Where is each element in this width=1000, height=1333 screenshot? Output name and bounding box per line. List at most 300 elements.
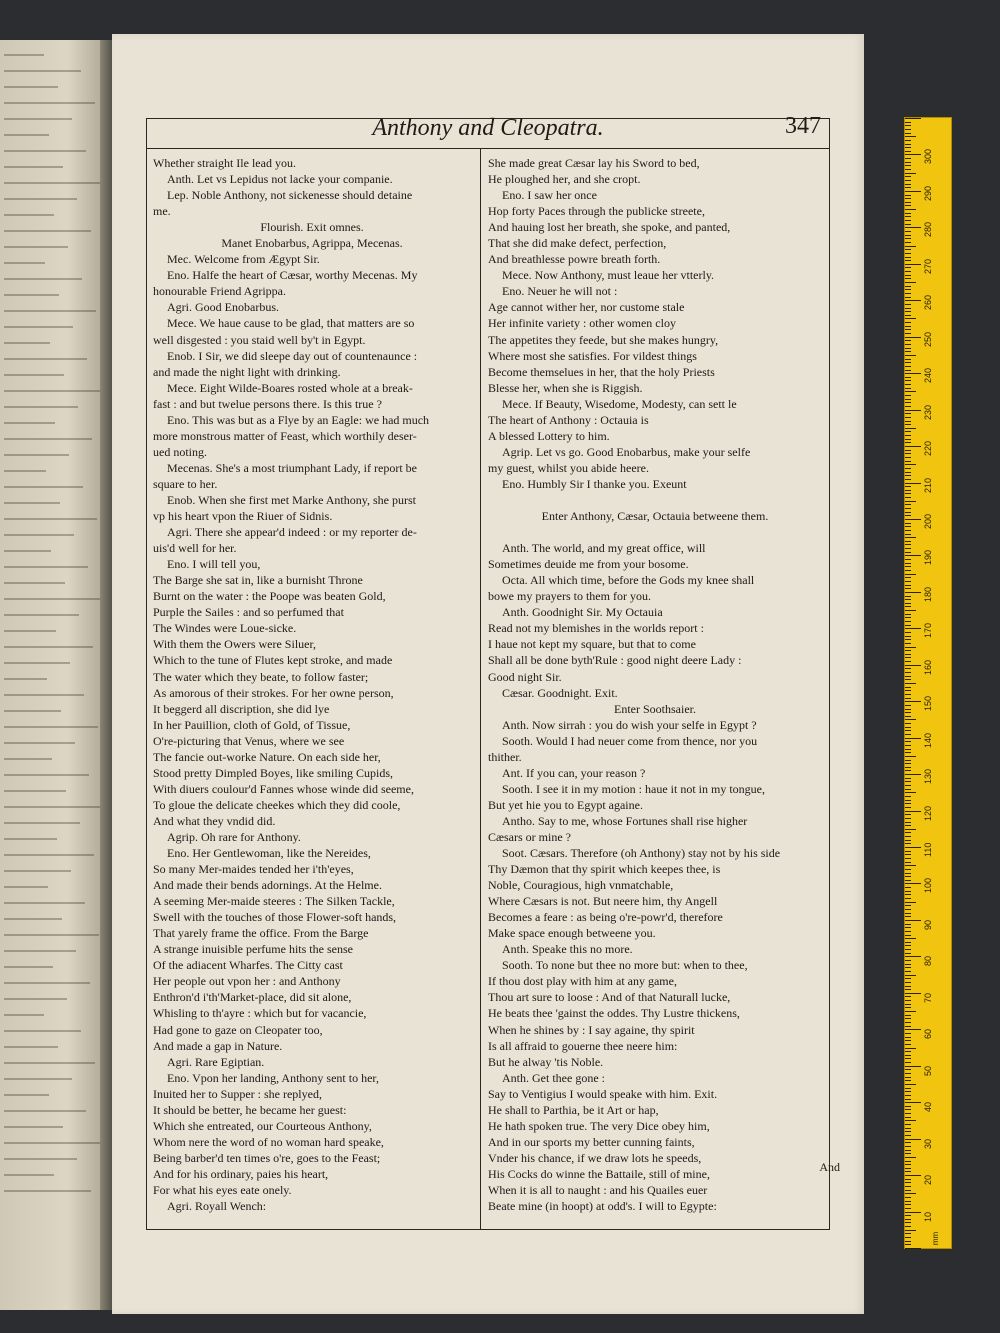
facing-page-text-line [4,470,46,472]
ruler-label: 240 [923,368,933,384]
text-line: Hop forty Paces through the publicke streete, [488,204,705,219]
facing-page-text-line [4,1190,91,1192]
ruler-tick [905,191,921,192]
ruler-tick [905,625,911,626]
text-line: Had gone to gaze on Cleopater too, [153,1022,323,1037]
ruler-tick [905,504,911,505]
ruler-tick [905,446,921,447]
ruler-tick [905,931,911,932]
text-line: Antho. Say to me, whose Fortunes shall rise higher [502,813,748,828]
facing-page-text-line [4,598,102,600]
ruler-tick [905,1004,911,1005]
ruler-tick [905,920,921,921]
text-line: Good night Sir. [488,669,562,684]
ruler-tick [905,195,911,196]
ruler-tick [905,996,911,997]
ruler-tick [905,698,911,699]
left-column [153,155,471,1214]
ruler-tick [905,198,911,199]
text-line: Mece. If Beauty, Wisedome, Modesty, can sett le [502,396,737,411]
facing-page-text-line [4,1094,49,1096]
ruler-tick [905,1139,921,1140]
ruler-tick [905,384,911,385]
ruler-tick [905,960,911,961]
ruler-tick [905,1022,911,1023]
ruler-tick [905,337,921,338]
text-line: Eno. Vpon her landing, Anthony sent to her, [167,1070,379,1085]
text-line: Agri. Royall Wench: [167,1199,267,1214]
text-line: And for his ordinary, paies his heart, [153,1166,329,1181]
ruler-tick [905,614,911,615]
ruler-label: 50 [923,1065,933,1076]
ruler-tick [905,858,911,859]
ruler-tick [905,924,911,925]
ruler-tick [905,654,911,655]
column-divider [480,149,481,1229]
ruler-label: 230 [923,404,933,420]
text-line: His Cocks do winne the Battaile, still of mine, [488,1166,710,1181]
text-line: more monstrous matter of Feast, which worthily deser- [153,428,417,443]
ruler-tick [905,461,911,462]
facing-page-text-line [4,838,57,840]
facing-page-text-line [4,422,55,424]
ruler-tick [905,1161,911,1162]
ruler-tick [905,840,911,841]
ruler-tick [905,308,911,309]
text-line: Enthron'd i'th'Market-place, did sit alone, [153,990,352,1005]
ruler-tick [905,665,921,666]
ruler-tick [905,515,911,516]
ruler-tick [905,891,911,892]
ruler-tick [905,1150,911,1151]
ruler-tick [905,118,921,119]
facing-page-text-line [4,982,90,984]
facing-page-text-line [4,150,86,152]
text-line: Sooth. To none but thee no more but: when to thee, [502,958,748,973]
facing-page-text-line [4,1126,63,1128]
facing-page-text-line [4,854,94,856]
ruler-tick [905,1062,911,1063]
text-line: And made their bends adornings. At the Helme. [153,878,382,893]
text-line: Cæsar. Goodnight. Exit. [502,685,618,700]
ruler-tick [905,636,911,637]
text-line: The appetites they feede, but she makes hungry, [488,332,719,347]
ruler-label: 40 [923,1102,933,1113]
text-line: Anth. Now sirrah : you do wish your selfe in Egypt ? [502,717,757,732]
text-line: The heart of Anthony : Octauia is [488,412,649,427]
ruler-tick [905,391,916,392]
ruler-tick [905,610,916,611]
ruler-tick [905,231,911,232]
ruler-tick [905,380,911,381]
facing-page-text-line [4,86,58,88]
ruler-tick [905,749,911,750]
ruler-tick [905,778,911,779]
ruler-tick [905,209,916,210]
ruler-tick [905,639,911,640]
text-line: Mece. We haue cause to be glad, that matters are so [167,316,415,331]
ruler-label: 60 [923,1029,933,1040]
ruler-tick [905,1179,911,1180]
ruler-tick [905,730,911,731]
ruler-tick [905,975,916,976]
ruler-tick [905,647,916,648]
ruler-tick [905,366,911,367]
ruler-tick [905,457,911,458]
ruler-tick [905,1018,911,1019]
ruler-tick [905,905,911,906]
text-line: With diuers coulour'd Fannes whose winde did seeme, [153,781,414,796]
ruler-tick [905,913,911,914]
text-line: And made a gap in Nature. [153,1038,283,1053]
ruler-tick [905,873,911,874]
ruler-tick [905,825,911,826]
ruler-tick [905,1215,911,1216]
text-line: Swell with the touches of those Flower-soft hands, [153,910,397,925]
ruler-tick [905,246,916,247]
text-line: I haue not kept my square, but that to come [488,637,696,652]
ruler-tick [905,1175,921,1176]
facing-page-text-line [4,918,62,920]
ruler-tick [905,756,916,757]
text-line: Sooth. Would I had neuer come from thence, nor you [502,733,758,748]
ruler-tick [905,596,911,597]
ruler-tick [905,1109,911,1110]
text-line: She made great Cæsar lay his Sword to bed, [488,156,700,170]
ruler-tick [905,752,911,753]
ruler-tick [905,1241,911,1242]
text-line: Burnt on the water : the Poope was beaten Gold, [153,589,386,604]
ruler-tick [905,552,911,553]
ruler-tick [905,129,911,130]
ruler-tick [905,238,911,239]
facing-page-text-line [4,998,67,1000]
text-line: The fancie out-worke Nature. On each side her, [153,749,381,764]
ruler-tick [905,577,911,578]
ruler-tick [905,760,911,761]
text-line: ued noting. [153,444,207,459]
ruler-tick [905,1186,911,1187]
ruler-tick [905,475,911,476]
text-line: Whisling to th'ayre : which but for vacancie, [153,1006,367,1021]
ruler-tick [905,442,911,443]
ruler-tick [905,136,916,137]
text-line [488,524,822,540]
ruler-tick [905,967,911,968]
text-line: He beats thee 'gainst the oddes. Thy Lustre thickens, [488,1006,740,1021]
ruler-tick [905,1026,911,1027]
facing-page-text-line [4,566,88,568]
ruler-tick [905,690,911,691]
ruler-label: 120 [923,805,933,821]
ruler-tick [905,916,911,917]
ruler-tick [905,1212,921,1213]
text-line: He hath spoken true. The very Dice obey him, [488,1118,710,1133]
ruler-tick [905,956,921,957]
ruler-label: 80 [923,956,933,967]
ruler-tick [905,402,911,403]
ruler-tick [905,716,911,717]
facing-page-text-line [4,214,54,216]
facing-page-text-line [4,950,76,952]
facing-page-text-line [4,1110,86,1112]
ruler-tick [905,701,921,702]
ruler-tick [905,165,911,166]
facing-page-text-line [4,102,95,104]
ruler-tick [905,253,911,254]
ruler-tick [905,275,911,276]
text-line: That she did make defect, perfection, [488,236,667,251]
text-line: Eno. Humbly Sir I thanke you. Exeunt [502,476,687,491]
ruler-tick [905,370,911,371]
text-line: Anth. Goodnight Sir. My Octauia [502,605,663,620]
facing-page-text-line [4,1158,77,1160]
ruler-tick [905,1248,921,1249]
ruler-tick [905,304,911,305]
text-line: Thou art sure to loose : And of that Naturall lucke, [488,990,731,1005]
ruler-tick [905,388,911,389]
ruler-tick [905,453,911,454]
ruler-tick [905,227,921,228]
ruler-tick [905,144,911,145]
text-line: Agrip. Let vs go. Good Enobarbus, make your selfe [502,444,751,459]
ruler-tick [905,395,911,396]
text-line: Eno. This was but as a Flye by an Eagle: we had much [167,412,430,427]
ruler-tick [905,242,911,243]
ruler-tick [905,1182,911,1183]
ruler-tick [905,493,911,494]
ruler-tick [905,125,911,126]
ruler-tick [905,774,921,775]
ruler-tick [905,1044,911,1045]
ruler-unit: mm [931,1231,941,1246]
text-line: Whether straight Ile lead you. [153,156,296,170]
ruler-tick [905,829,916,830]
facing-page-text-line [4,198,77,200]
ruler-tick [905,935,911,936]
ruler-tick [905,1157,916,1158]
ruler-tick [905,297,911,298]
facing-page-text-line [4,342,50,344]
ruler-tick [905,530,911,531]
facing-page-text-line [4,502,60,504]
ruler-tick [905,271,911,272]
ruler-tick [905,738,921,739]
text-line: He shall to Parthia, be it Art or hap, [488,1102,659,1117]
ruler-label: 210 [923,477,933,493]
ruler-tick [905,949,911,950]
ruler-tick [905,278,911,279]
ruler-label: 200 [923,513,933,529]
ruler-tick [905,267,911,268]
text-line: When he shines by : I say againe, thy spirit [488,1022,695,1037]
ruler-tick [905,1084,916,1085]
ruler-tick [905,490,911,491]
ruler-tick [905,1055,911,1056]
text-line: But yet hie you to Egypt againe. [488,797,643,812]
ruler-label: 290 [923,185,933,201]
text-line: So many Mer-maides tended her i'th'eyes, [153,862,354,877]
ruler-tick [905,851,911,852]
ruler-tick [905,300,921,301]
ruler-tick [905,1222,911,1223]
ruler-tick [905,723,911,724]
ruler-tick [905,705,911,706]
ruler-label: 70 [923,992,933,1003]
ruler-tick [905,661,911,662]
ruler-tick [905,151,911,152]
ruler-label: 300 [923,149,933,165]
text-line: Make space enough betweene you. [488,926,656,941]
ruler-tick [905,140,911,141]
ruler-label: 250 [923,331,933,347]
ruler-tick [905,424,911,425]
text-line [488,492,822,508]
ruler-tick [905,887,911,888]
text-line: And in our sports my better cunning faints, [488,1134,695,1149]
text-line: Vnder his chance, if we draw lots he speeds, [488,1150,702,1165]
text-line: Stood pretty Dimpled Boyes, like smiling Cupids, [153,765,393,780]
text-line: thither. [488,749,522,764]
facing-page-text-line [4,582,65,584]
ruler-tick [905,180,911,181]
facing-page-text-line [4,182,100,184]
ruler-tick [905,1142,911,1143]
text-line: Beate mine (in hoopt) at odd's. I will to Egypte: [488,1199,717,1214]
ruler-tick [905,1204,911,1205]
ruler-label: 220 [923,441,933,457]
running-title: Anthony and Cleopatra. [372,115,604,141]
text-line: Enob. When she first met Marke Anthony, she purst [167,492,416,507]
facing-page-text-line [4,54,44,56]
facing-page-text-line [4,614,79,616]
ruler-tick [905,1237,911,1238]
text-line: Flourish. Exit omnes. [260,220,364,235]
ruler-tick [905,282,916,283]
facing-page-text-line [4,278,82,280]
ruler-tick [905,1099,911,1100]
ruler-tick [905,1146,911,1147]
ruler-tick [905,435,911,436]
ruler-tick [905,1051,911,1052]
text-line: And hauing lost her breath, she spoke, and panted, [488,220,731,235]
text-line: Anth. Let vs Lepidus not lacke your companie. [167,172,393,187]
ruler-tick [905,836,911,837]
ruler-tick [905,865,916,866]
ruler-tick [905,869,911,870]
text-line: Cæsars or mine ? [488,829,571,844]
ruler-tick [905,483,921,484]
text-line: Mece. Eight Wilde-Boares rosted whole at a break- [167,380,413,395]
ruler-tick [905,311,911,312]
ruler-label: 280 [923,222,933,238]
ruler-tick [905,1128,911,1129]
ruler-tick [905,986,911,987]
facing-page-text-line [4,390,101,392]
ruler-tick [905,220,911,221]
text-line: my guest, whilst you abide heere. [488,460,649,475]
ruler-tick [905,606,911,607]
text-line: Agrip. Oh rare for Anthony. [167,829,301,844]
ruler-tick [905,1197,911,1198]
ruler-tick [905,978,911,979]
ruler-tick [905,570,911,571]
text-line: uis'd well for her. [153,541,237,556]
text-line: Agri. There she appear'd indeed : or my reporter de- [167,525,417,540]
ruler-tick [905,428,916,429]
ruler-tick [905,822,911,823]
ruler-tick [905,154,921,155]
ruler-tick [905,672,911,673]
facing-page-text-line [4,486,83,488]
facing-page-text-line [4,902,85,904]
facing-page-text-line [4,678,47,680]
facing-page-text-line [4,534,74,536]
text-line: Sometimes deuide me from your bosome. [488,557,689,572]
ruler-tick [905,876,911,877]
text-line: The Windes were Loue-sicke. [153,621,297,636]
text-line: Anth. The world, and my great office, will [502,541,706,556]
ruler-tick [905,257,911,258]
ruler-label: 170 [923,623,933,639]
text-line: That yarely frame the office. From the Barge [153,926,369,941]
ruler-tick [905,964,911,965]
book-page [112,34,864,1314]
ruler-tick [905,603,911,604]
text-line: Which to the tune of Flutes kept stroke, and made [153,653,393,668]
ruler-tick [905,1073,911,1074]
ruler-tick [905,643,911,644]
ruler-tick [905,289,911,290]
facing-page-text-line [4,630,56,632]
ruler-tick [905,1058,911,1059]
ruler-label: 110 [923,842,933,858]
ruler-tick [905,676,911,677]
ruler-tick [905,249,911,250]
ruler-tick [905,359,911,360]
ruler-tick [905,767,911,768]
facing-page-text-line [4,438,92,440]
text-line: Lep. Noble Anthony, not sickenesse should detaine [167,188,413,203]
facing-page-text-line [4,1078,72,1080]
ruler-tick [905,1040,911,1041]
ruler-tick [905,399,911,400]
text-line: Blesse her, when she is Riggish. [488,380,643,395]
text-line: And breathlesse powre breath forth. [488,252,661,267]
ruler-tick [905,147,911,148]
facing-page-text-line [4,822,80,824]
facing-page-text-line [4,870,71,872]
ruler-tick [905,333,911,334]
text-line: Which she entreated, our Courteous Anthony, [153,1118,372,1133]
ruler-tick [905,1120,916,1121]
facing-page-text-line [4,1062,95,1064]
ruler-tick [905,993,921,994]
text-line: bowe my prayers to them for you. [488,589,651,604]
text-line: Her infinite variety : other women cloy [488,316,676,331]
facing-page-text-line [4,726,98,728]
ruler-tick [905,938,916,939]
ruler-tick [905,694,911,695]
ruler-tick [905,982,911,983]
ruler-tick [905,800,911,801]
ruler-tick [905,763,911,764]
ruler-tick [905,260,911,261]
text-line: Sooth. I see it in my motion : haue it not in my tongue, [502,781,765,796]
ruler-label: 130 [923,769,933,785]
ruler-tick [905,1029,921,1030]
ruler-tick [905,792,916,793]
